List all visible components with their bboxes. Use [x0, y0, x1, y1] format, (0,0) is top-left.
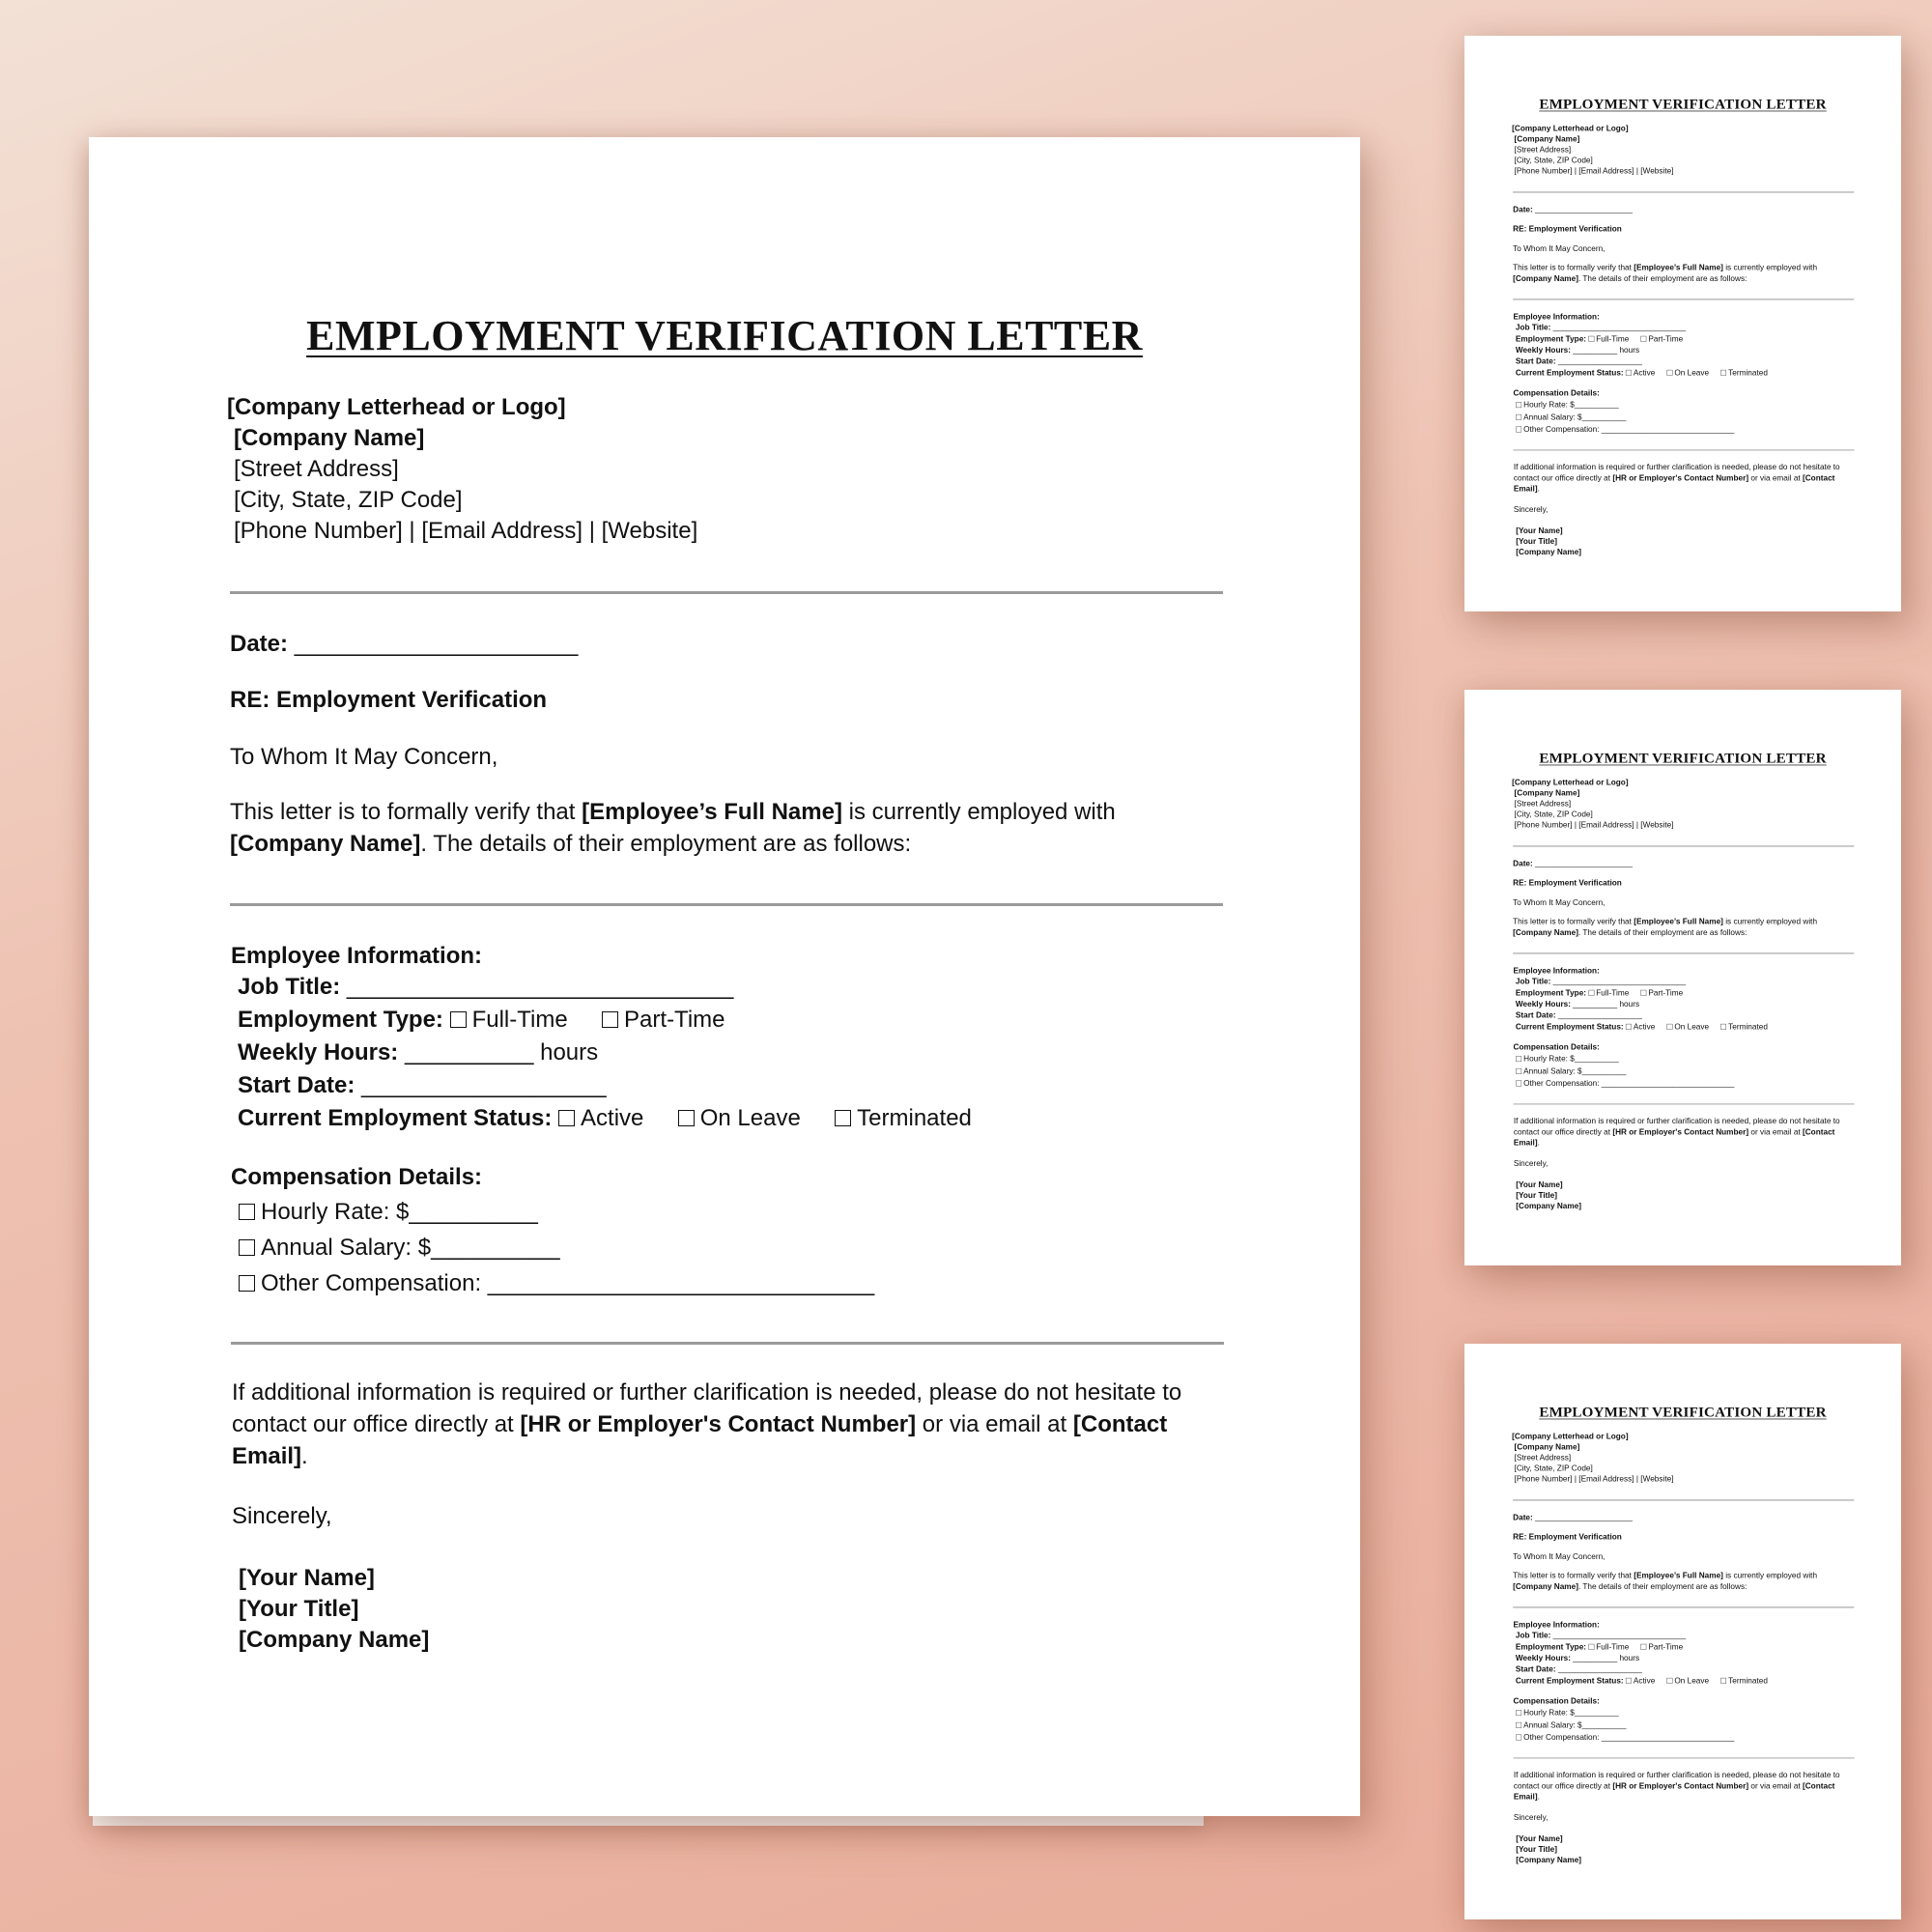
closing-paragraph: If additional information is required or further clarification is needed, please do not hesitate to contact our office directly at [HR or Employer's Contact Number] or via email at [Contact Email]. [1513, 462, 1840, 494]
signer-title: [Your Title] [1516, 1844, 1557, 1854]
divider [1513, 845, 1854, 846]
hr-contact-placeholder: [HR or Employer's Contact Number] [1612, 473, 1749, 483]
weekly-hours-line: Weekly Hours: __________ hours [1515, 1653, 1640, 1663]
checkbox-icon [1516, 1068, 1521, 1074]
employee-info-heading: Employee Information: [1513, 966, 1600, 976]
hr-contact-placeholder: [HR or Employer's Contact Number] [1612, 1781, 1749, 1791]
street-address: [Street Address] [234, 456, 399, 482]
re-line: RE: Employment Verification [230, 687, 548, 713]
annual-salary-line: Annual Salary: $__________ [239, 1233, 560, 1264]
contact-line: [Phone Number] | [Email Address] | [Website] [1514, 1474, 1674, 1484]
letterhead: [Company Letterhead or Logo] [1512, 778, 1629, 787]
signer-name: [Your Name] [1516, 526, 1563, 535]
checkbox-icon [1640, 990, 1646, 996]
company-name-placeholder: [Company Name] [230, 831, 421, 857]
sign-off: Sincerely, [1513, 504, 1548, 514]
signer-company: [Company Name] [239, 1627, 430, 1653]
signer-company: [Company Name] [1516, 1855, 1582, 1864]
contact-line: [Phone Number] | [Email Address] | [Website] [1514, 820, 1674, 830]
checkbox-icon [1666, 370, 1672, 376]
checkbox-icon [1588, 336, 1594, 342]
divider [1513, 1499, 1854, 1500]
signer-title: [Your Title] [1516, 536, 1557, 546]
contact-line: [Phone Number] | [Email Address] | [Website] [1514, 166, 1674, 176]
date-label: Date: [1513, 205, 1533, 214]
employee-name-placeholder: [Employee’s Full Name] [1634, 1571, 1723, 1580]
letter-title: EMPLOYMENT VERIFICATION LETTER [1539, 96, 1827, 113]
checkbox-icon [1588, 990, 1594, 996]
hourly-rate-line: Hourly Rate: $__________ [239, 1197, 538, 1228]
contact-line: [Phone Number] | [Email Address] | [Website] [234, 518, 698, 544]
date-line [1513, 1513, 1633, 1523]
re-line: RE: Employment Verification [1513, 1532, 1622, 1542]
signer-title: [Your Title] [239, 1596, 359, 1622]
date-line [1513, 859, 1633, 869]
closing-paragraph: If additional information is required or further clarification is needed, please do not hesitate to contact our office directly at [HR or Employer's Contact Number] or via email at [Contact Email]. [1513, 1116, 1840, 1148]
other-compensation-line: Other Compensation: ______________________________ [1516, 424, 1734, 435]
job-title-blank: ______________________________ [1552, 1631, 1687, 1640]
salutation: To Whom It May Concern, [1513, 897, 1605, 907]
checkbox-icon [1516, 427, 1521, 433]
intro-paragraph: This letter is to formally verify that [Employee’s Full Name] is currently employed with [Company Name]. The details of their employment are as follows: [1513, 1571, 1818, 1591]
employment-status-line: Current Employment Status: Active On Leave Terminated [1515, 1676, 1768, 1686]
checkbox-icon [239, 1275, 255, 1292]
checkbox-icon [1666, 1678, 1672, 1684]
checkbox-icon [239, 1204, 255, 1220]
company-name-placeholder: [Company Name] [1513, 927, 1578, 937]
weekly-hours-line: Weekly Hours: __________ hours [238, 1039, 599, 1065]
signer-company: [Company Name] [1516, 1201, 1582, 1210]
salutation: To Whom It May Concern, [1513, 1551, 1605, 1561]
checkbox-icon [1640, 1644, 1646, 1650]
intro-paragraph: This letter is to formally verify that [Employee’s Full Name] is currently employed with [Company Name]. The details of their employment are as follows: [1513, 263, 1818, 283]
compensation-heading: Compensation Details: [1513, 1696, 1600, 1706]
letterhead: [Company Letterhead or Logo] [1512, 1432, 1629, 1441]
date-label: Date: [1513, 859, 1533, 868]
employment-type-line: Employment Type: Full-Time Part-Time [1515, 988, 1684, 998]
street-address: [Street Address] [1514, 1453, 1572, 1463]
divider [1513, 1103, 1854, 1104]
letter-thumbnail-2 [1464, 690, 1901, 1265]
checkbox-icon [1588, 1644, 1594, 1650]
checkbox-icon [1626, 1678, 1632, 1684]
employee-info-heading: Employee Information: [1513, 1620, 1600, 1630]
annual-salary-line: Annual Salary: $__________ [1516, 412, 1626, 423]
employee-name-placeholder: [Employee’s Full Name] [582, 799, 842, 825]
compensation-heading: Compensation Details: [1513, 1042, 1600, 1052]
divider [230, 903, 1223, 906]
divider [1513, 952, 1854, 953]
job-title-line: Job Title: ______________________________ [238, 974, 734, 1000]
letter-page-main [89, 137, 1360, 1816]
employee-name-placeholder: [Employee’s Full Name] [1634, 917, 1723, 926]
checkbox-icon [1626, 370, 1632, 376]
checkbox-icon [1720, 1024, 1726, 1030]
date-blank: ______________________ [1535, 1513, 1633, 1522]
company-name: [Company Name] [234, 425, 425, 451]
compensation-heading: Compensation Details: [1513, 388, 1600, 398]
date-line [1513, 205, 1633, 215]
company-name-placeholder: [Company Name] [1513, 1581, 1578, 1591]
divider [1513, 298, 1854, 299]
signer-name: [Your Name] [1516, 1833, 1563, 1843]
intro-paragraph: This letter is to formally verify that [Employee’s Full Name] is currently employed with [Company Name]. The details of their employment are as follows: [1513, 917, 1818, 937]
street-address: [Street Address] [1514, 799, 1572, 809]
weekly-hours-line: Weekly Hours: __________ hours [1515, 999, 1640, 1009]
job-title-line: Job Title: ______________________________ [1515, 1631, 1687, 1640]
city-state-zip: [City, State, ZIP Code] [1514, 156, 1593, 165]
city-state-zip: [City, State, ZIP Code] [234, 487, 463, 513]
date-label: Date: [1513, 1513, 1533, 1522]
employment-status-line: Current Employment Status: Active On Leave Terminated [1515, 1022, 1768, 1032]
checkbox-icon [1516, 1710, 1521, 1716]
company-name: [Company Name] [1514, 788, 1580, 798]
start-date-line: Start Date: ___________________ [1515, 1010, 1642, 1020]
employee-name-placeholder: [Employee’s Full Name] [1634, 263, 1723, 272]
date-blank: ______________________ [1535, 205, 1633, 214]
re-line: RE: Employment Verification [1513, 878, 1622, 888]
letter-thumbnail-3 [1464, 1344, 1901, 1919]
letter-title: EMPLOYMENT VERIFICATION LETTER [1539, 1404, 1827, 1421]
closing-paragraph: If additional information is required or further clarification is needed, please do not hesitate to contact our office directly at [HR or Employer's Contact Number] or via email at [Contact Email]. [232, 1379, 1182, 1469]
job-title-blank: ______________________________ [1552, 977, 1687, 986]
company-name: [Company Name] [1514, 1442, 1580, 1452]
checkbox-icon [1516, 414, 1521, 420]
checkbox-icon [1516, 1722, 1521, 1728]
divider [230, 591, 1223, 594]
sign-off: Sincerely, [1513, 1158, 1548, 1168]
checkbox-icon [835, 1110, 851, 1126]
divider [231, 1342, 1224, 1345]
date-line [230, 629, 578, 660]
salutation: To Whom It May Concern, [1513, 243, 1605, 253]
job-title-line: Job Title: ______________________________ [1515, 977, 1687, 986]
signer-company: [Company Name] [1516, 547, 1582, 556]
re-line: RE: Employment Verification [1513, 224, 1622, 234]
hourly-rate-line: Hourly Rate: $__________ [1516, 1054, 1618, 1065]
employment-status-line: Current Employment Status: Active On Leave Terminated [1515, 368, 1768, 378]
divider [1513, 191, 1854, 192]
other-compensation-line: Other Compensation: ______________________________ [1516, 1078, 1734, 1089]
checkbox-icon [239, 1239, 255, 1256]
checkbox-icon [1516, 1056, 1521, 1062]
hr-contact-placeholder: [HR or Employer's Contact Number] [520, 1411, 917, 1437]
hr-contact-placeholder: [HR or Employer's Contact Number] [1612, 1127, 1749, 1137]
contact-email-placeholder: Email] [1513, 1138, 1538, 1148]
letter-title: EMPLOYMENT VERIFICATION LETTER [306, 312, 1143, 359]
letterhead: [Company Letterhead or Logo] [1512, 124, 1629, 133]
salutation: To Whom It May Concern, [230, 744, 498, 770]
company-name-placeholder: [Company Name] [1513, 273, 1578, 283]
start-date-line: Start Date: ___________________ [238, 1072, 607, 1098]
start-date-line: Start Date: ___________________ [1515, 1664, 1642, 1674]
checkbox-icon [558, 1110, 575, 1126]
divider [1513, 1606, 1854, 1607]
city-state-zip: [City, State, ZIP Code] [1514, 810, 1593, 819]
contact-email-placeholder: Email] [232, 1443, 302, 1469]
checkbox-icon [1640, 336, 1646, 342]
divider [1513, 449, 1854, 450]
job-title-blank: ______________________________ [346, 974, 734, 1000]
checkbox-icon [1626, 1024, 1632, 1030]
other-compensation-line: Other Compensation: ______________________________ [1516, 1732, 1734, 1743]
checkbox-icon [602, 1011, 618, 1028]
job-title-line: Job Title: ______________________________ [1515, 323, 1687, 332]
checkbox-icon [1516, 402, 1521, 408]
employee-info-heading: Employee Information: [1513, 312, 1600, 322]
hourly-rate-line: Hourly Rate: $__________ [1516, 400, 1618, 411]
letter-title: EMPLOYMENT VERIFICATION LETTER [1539, 750, 1827, 767]
signer-title: [Your Title] [1516, 1190, 1557, 1200]
annual-salary-line: Annual Salary: $__________ [1516, 1066, 1626, 1077]
employment-type-line: Employment Type: Full-Time Part-Time [238, 1007, 725, 1033]
start-date-line: Start Date: ___________________ [1515, 356, 1642, 366]
divider [1513, 1757, 1854, 1758]
date-blank: ______________________ [1535, 859, 1633, 868]
date-label: Date: [230, 631, 289, 657]
job-title-blank: ______________________________ [1552, 323, 1687, 332]
annual-salary-line: Annual Salary: $__________ [1516, 1720, 1626, 1731]
checkbox-icon [1666, 1024, 1672, 1030]
signer-name: [Your Name] [239, 1565, 375, 1591]
contact-email-placeholder: Email] [1513, 1792, 1538, 1802]
weekly-hours-line: Weekly Hours: __________ hours [1515, 345, 1640, 355]
letter-thumbnail-1 [1464, 36, 1901, 611]
intro-paragraph: This letter is to formally verify that [Employee’s Full Name] is currently employed with [Company Name]. The details of their employment are as follows: [230, 799, 1116, 857]
city-state-zip: [City, State, ZIP Code] [1514, 1463, 1593, 1473]
company-name: [Company Name] [1514, 134, 1580, 144]
contact-email-placeholder: Email] [1513, 484, 1538, 494]
employment-type-line: Employment Type: Full-Time Part-Time [1515, 1642, 1684, 1652]
closing-paragraph: If additional information is required or further clarification is needed, please do not hesitate to contact our office directly at [HR or Employer's Contact Number] or via email at [Contact Email]. [1513, 1770, 1840, 1802]
employee-info-heading: Employee Information: [231, 943, 483, 969]
compensation-heading: Compensation Details: [231, 1164, 483, 1190]
hourly-rate-line: Hourly Rate: $__________ [1516, 1708, 1618, 1719]
checkbox-icon [1720, 1678, 1726, 1684]
signer-name: [Your Name] [1516, 1179, 1563, 1189]
sign-off: Sincerely, [232, 1503, 332, 1529]
employment-status-line: Current Employment Status: Active On Leave Terminated [238, 1105, 972, 1131]
street-address: [Street Address] [1514, 145, 1572, 155]
checkbox-icon [1516, 1081, 1521, 1087]
employment-type-line: Employment Type: Full-Time Part-Time [1515, 334, 1684, 344]
date-blank: ______________________ [294, 631, 579, 657]
checkbox-icon [678, 1110, 695, 1126]
letterhead: [Company Letterhead or Logo] [227, 394, 566, 420]
checkbox-icon [1516, 1735, 1521, 1741]
other-compensation-line: Other Compensation: ______________________________ [239, 1268, 874, 1299]
checkbox-icon [1720, 370, 1726, 376]
sign-off: Sincerely, [1513, 1812, 1548, 1822]
checkbox-icon [450, 1011, 467, 1028]
